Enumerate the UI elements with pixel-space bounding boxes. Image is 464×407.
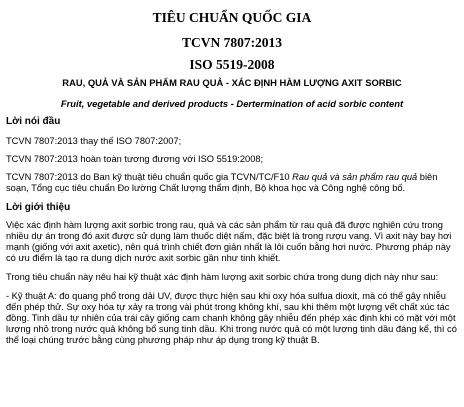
foreword-paragraph — [6, 172, 458, 194]
foreword-paragraph: TCVN 7807:2013 hoàn toàn tương đương với ISO 5519:2008; — [6, 154, 264, 164]
foreword-text: biên soạn, Tổng cục tiêu chuẩn Đo lường Chất lượng thẩm định, Bộ khoa học và Công nghệ công bố. — [6, 172, 438, 193]
document-body — [6, 116, 458, 354]
introduction-paragraph: Trong tiêu chuẩn này nêu hai kỹ thuật xác định hàm lượng axit sorbic chứa trong dung dịch này như sau: — [6, 272, 439, 282]
technique-a-paragraph: - Kỹ thuật A: đo quang phổ trong dải UV, được thực hiện sau khi oxy hóa sulfua dioxit, mà có thể gây nhiễu đến phép thử. Sự oxy hóa tự xảy ra trong vài phút trong không khí, sau khi thêm một lượng vết chất xúc tác đồng. Tinh dầu tự nhiên của trái cây giống cam chanh không gây nhiễu đến phép xác định khi có mặt với một lượng nhỏ trong nước quả không bổ sung tinh dầu. Khi trong nước quả có một lượng tinh dầu đáng kể, thì có thể loại chúng trước bằng cùng phương pháp như áp dụng trong kỹ thuật B. — [6, 291, 457, 345]
foreword-paragraph: TCVN 7807:2013 thay thế ISO 7807:2007; — [6, 136, 182, 146]
subtitle-vietnamese: RAU, QUẢ VÀ SẢN PHẨM RAU QUẢ - XÁC ĐỊNH HÀM LƯỢNG AXIT SORBIC — [62, 77, 402, 88]
iso-code: ISO 5519-2008 — [189, 57, 275, 72]
introduction-paragraph: Việc xác định hàm lượng axit sorbic trong rau, quả và các sản phẩm từ rau quả đã được nghiên cứu trong nhiều dự án trong đó axit được sử dụng làm thuốc diệt nấm, đặc biệt là trong rượu vang. Vì axit này bay hơi mạnh (giống với axit axetic), nên quá trình chiết đơn giản nhất là lôi cuốn bằng hơi nước. Phương pháp này có ưu điểm là tạo ra dung dịch nước axit sorbic gần như tinh khiết. — [6, 220, 452, 263]
foreword-text: TCVN 7807:2013 do Ban kỹ thuật tiêu chuẩn quốc gia TCVN/TC/F10 — [6, 172, 293, 182]
document-title: TIÊU CHUẨN QUỐC GIA — [152, 10, 312, 25]
standard-code: TCVN 7807:2013 — [181, 35, 283, 50]
subtitle-english: Fruit, vegetable and derived products - Dertermination of acid sorbic content — [60, 98, 404, 109]
foreword-heading: Lời nói đầu — [6, 116, 61, 127]
introduction-heading: Lời giới thiệu — [6, 202, 71, 213]
committee-name: Rau quả và sản phẩm rau quả — [292, 172, 418, 182]
